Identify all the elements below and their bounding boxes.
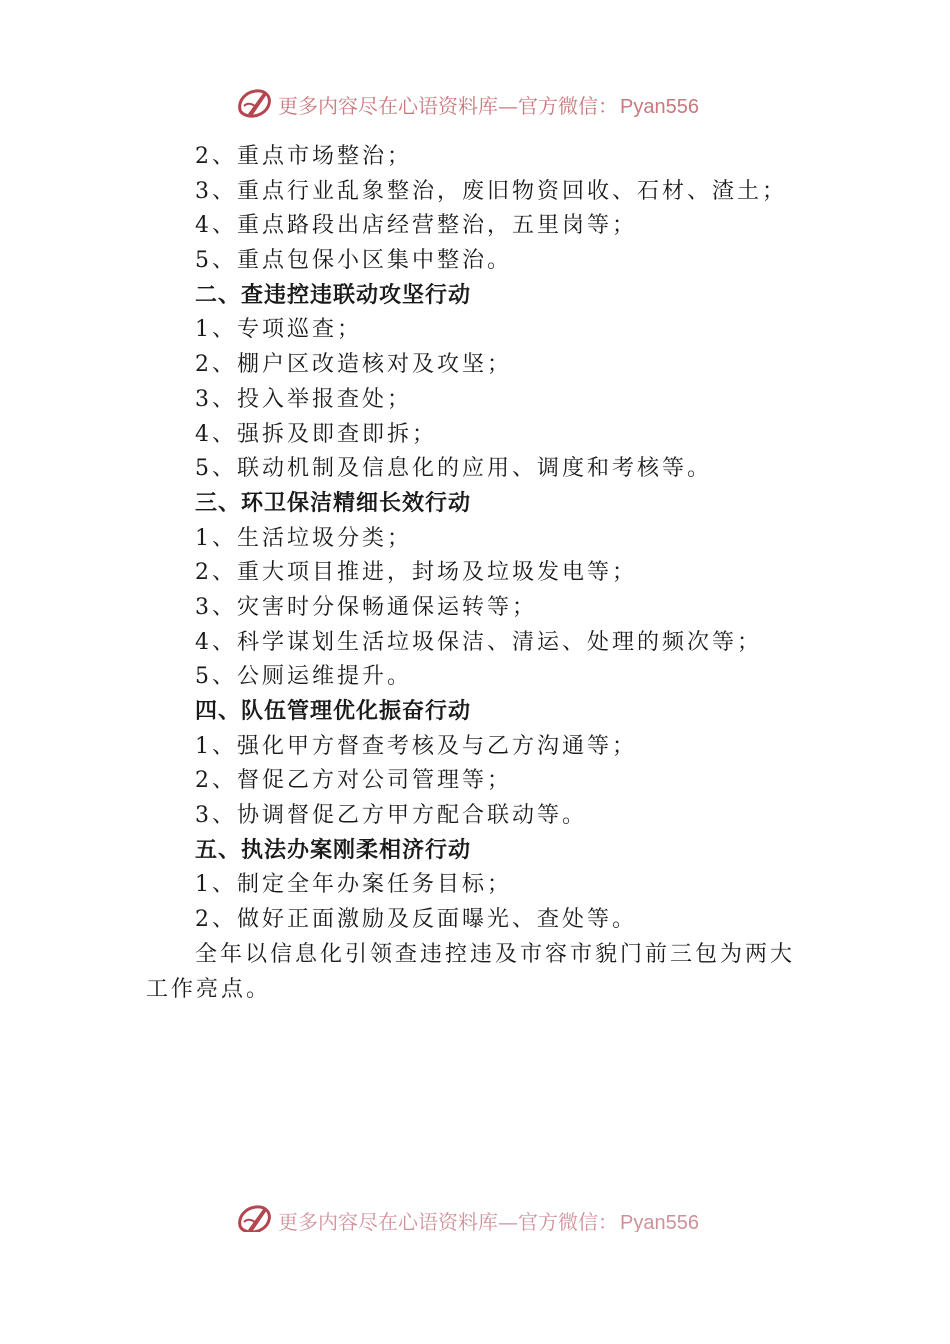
list-item: 3、灾害时分保畅通保运转等； [195,594,537,620]
watermark-text: 更多内容尽在心语资料库—官方微信： [278,93,618,118]
list-item: 2、重点市场整治； [195,144,412,169]
list-item: 4、科学谋划生活垃圾保洁、清运、处理的频次等； [195,629,762,655]
closing-paragraph [146,938,826,1007]
watermark-text: 更多内容尽在心语资料库—官方微信： [278,1210,618,1232]
section-heading: 五、执法办案刚柔相济行动 [195,837,472,863]
quill-pen-logo-icon [234,84,274,124]
list-item: 5、联动机制及信息化的应用、调度和考核等。 [195,456,712,482]
document-body [146,140,826,1007]
list-item: 1、强化甲方督查考核及与乙方沟通等； [195,733,637,759]
list-item: 2、重大项目推进，封场及垃圾发电等； [195,560,637,586]
section-heading: 三、环卫保洁精细长效行动 [195,490,472,516]
list-item: 2、做好正面激励及反面曝光、查处等。 [195,907,637,933]
footer-watermark [234,1200,699,1232]
list-item: 5、重点包保小区集中整治。 [195,248,512,274]
list-item: 2、棚户区改造核对及攻坚； [195,352,512,378]
watermark-wechat-id: Pyan556 [620,95,699,118]
list-item: 2、督促乙方对公司管理等； [195,768,512,794]
list-item: 5、公厕运维提升。 [195,664,412,690]
quill-pen-logo-icon [234,1200,274,1232]
list-item: 3、重点行业乱象整治，废旧物资回收、石材、渣土； [195,178,787,204]
list-item: 4、强拆及即查即拆； [195,421,437,447]
closing-line-1: 全年以信息化引领查违控违及市容市貌门前三包为两大 [195,941,796,967]
list-item: 3、投入举报查处； [195,386,412,412]
closing-line-2: 工作亮点。 [146,976,272,1002]
list-item: 3、协调督促乙方甲方配合联动等。 [195,803,587,829]
list-item: 4、重点路段出店经营整治，五里岗等； [195,213,637,239]
list-item: 1、制定全年办案任务目标； [195,872,512,898]
section-heading: 二、查违控违联动攻坚行动 [195,282,472,308]
list-item: 1、专项巡查； [195,317,362,343]
section-heading: 四、队伍管理优化振奋行动 [195,699,472,724]
header-watermark [234,84,699,124]
list-item: 1、生活垃圾分类； [195,525,412,551]
watermark-wechat-id: Pyan556 [620,1212,699,1232]
